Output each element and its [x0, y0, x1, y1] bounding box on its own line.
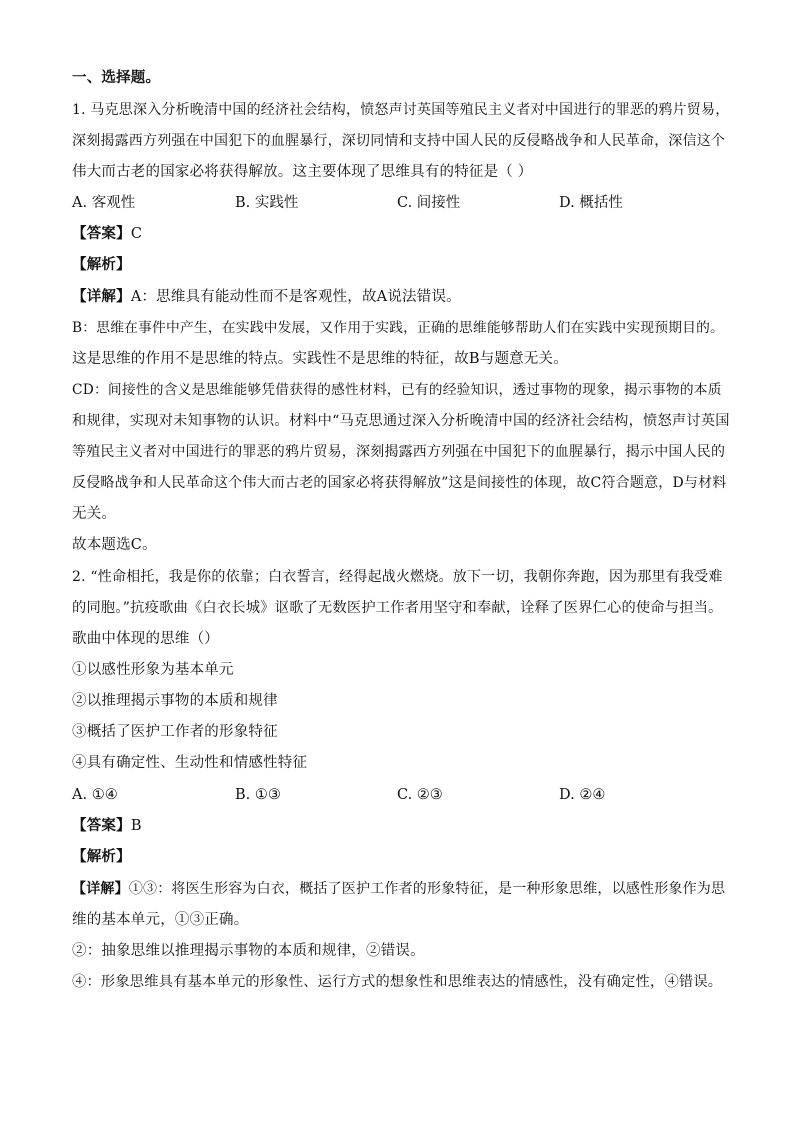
q2-answer	[72, 816, 732, 836]
q1-detail-line-6: 等殖民主义者对中国进行的罪恶的鸦片贸易，深刻揭露西方列强在中国犯下的血腥暴行，揭示中国人民的	[72, 444, 726, 460]
q1-detail-line-1	[72, 287, 732, 307]
q1-analysis-tag: 【解析】	[72, 256, 131, 273]
q1-stem-line-1: 1. 马克思深入分析晚清中国的经济社会结构，愤怒声讨英国等殖民主义者对中国进行的罪恶的鸦片贸易，	[72, 102, 730, 118]
q2-analysis-tag: 【解析】	[72, 848, 131, 865]
q1-options	[72, 193, 732, 213]
q1-detail-line-3: 这是思维的作用不是思维的特点。实践性不是思维的特征，故B与题意无关。	[72, 351, 568, 367]
q1-option-c: C. 间接性	[397, 195, 461, 211]
q2-option-c: C. ②③	[397, 787, 443, 803]
q1-detail-tag: 【详解】	[72, 288, 131, 305]
q2-answer-value: B	[130, 818, 142, 834]
q2-detail-tag: 【详解】	[72, 881, 129, 897]
q1-detail-line-7: 反侵略战争和人民革命这个伟大而古老的国家必将获得解放”这是间接性的体现，故C符合题意，D与材料	[72, 475, 727, 491]
q2-detail-line-4: ④：形象思维具有基本单元的形象性、运行方式的想象性和思维表达的情感性，没有确定性，④错误。	[72, 974, 723, 990]
q2-statement-3: ③概括了医护工作者的形象特征	[72, 724, 278, 740]
q2-option-a: A. ①④	[72, 787, 118, 803]
q2-detail-line-1	[72, 879, 732, 899]
q1-detail-line-5: 和规律，实现对未知事物的认识。材料中“马克思通过深入分析晚清中国的经济社会结构，愤怒声讨英国	[72, 413, 730, 429]
q1-answer	[72, 224, 732, 244]
q2-detail-line-3: ②：抽象思维以推理揭示事物的本质和规律，②错误。	[72, 943, 425, 959]
q1-conclusion: 故本题选C。	[72, 537, 157, 553]
q1-stem-line-2: 深刻揭露西方列强在中国犯下的血腥暴行，深切同情和支持中国人民的反侵略战争和人民革命，深信这个	[72, 133, 726, 149]
q2-statement-2: ②以推理揭示事物的本质和规律	[72, 693, 278, 709]
q2-detail-text-1: ①③：将医生形容为白衣，概括了医护工作者的形象特征，是一种形象思维，以感性形象作为思	[128, 881, 726, 897]
q1-detail-line-2: B：思维在事件中产生，在实践中发展，又作用于实践，正确的思维能够帮助人们在实践中实现预期目的。	[72, 320, 725, 336]
q2-options	[72, 785, 732, 805]
q2-stem-line-3: 歌曲中体现的思维（）	[72, 631, 219, 647]
q1-option-a: A. 客观性	[72, 195, 136, 211]
q1-detail-line-4: CD：间接性的含义是思维能够凭借获得的感性材料，已有的经验知识，透过事物的现象，揭示事物的本质	[72, 382, 722, 398]
q2-detail-line-2: 维的基本单元，①③正确。	[72, 912, 249, 928]
q1-option-b: B. 实践性	[235, 195, 299, 211]
q2-statement-1: ①以感性形象为基本单元	[72, 662, 234, 678]
q1-stem-line-3: 伟大而古老的国家必将获得解放。这主要体现了思维具有的特征是（ ）	[72, 164, 533, 180]
q2-stem-line-2: 的同胞。”抗疫歌曲《白衣长城》讴歌了无数医护工作者用坚守和奉献，诠释了医界仁心的使命与担当。	[72, 600, 723, 616]
q2-option-b: B. ①③	[235, 787, 281, 803]
q2-answer-tag: 【答案】	[72, 817, 131, 834]
q1-detail-line-8: 无关。	[72, 506, 117, 522]
section-title: 一、选择题。	[72, 69, 161, 86]
q1-detail-text-1: A：思维具有能动性而不是客观性，故A说法错误。	[130, 289, 461, 305]
q2-option-d: D. ②④	[559, 787, 606, 803]
q2-statement-4: ④具有确定性、生动性和情感性特征	[72, 755, 308, 771]
q1-option-d: D. 概括性	[559, 195, 623, 211]
q2-stem-line-1: 2. “性命相托，我是你的依靠；白衣誓言，经得起战火燃烧。放下一切，我朝你奔跑，因为那里有我受难	[72, 569, 723, 585]
q1-answer-value: C	[130, 226, 143, 242]
q1-answer-tag: 【答案】	[72, 225, 131, 242]
